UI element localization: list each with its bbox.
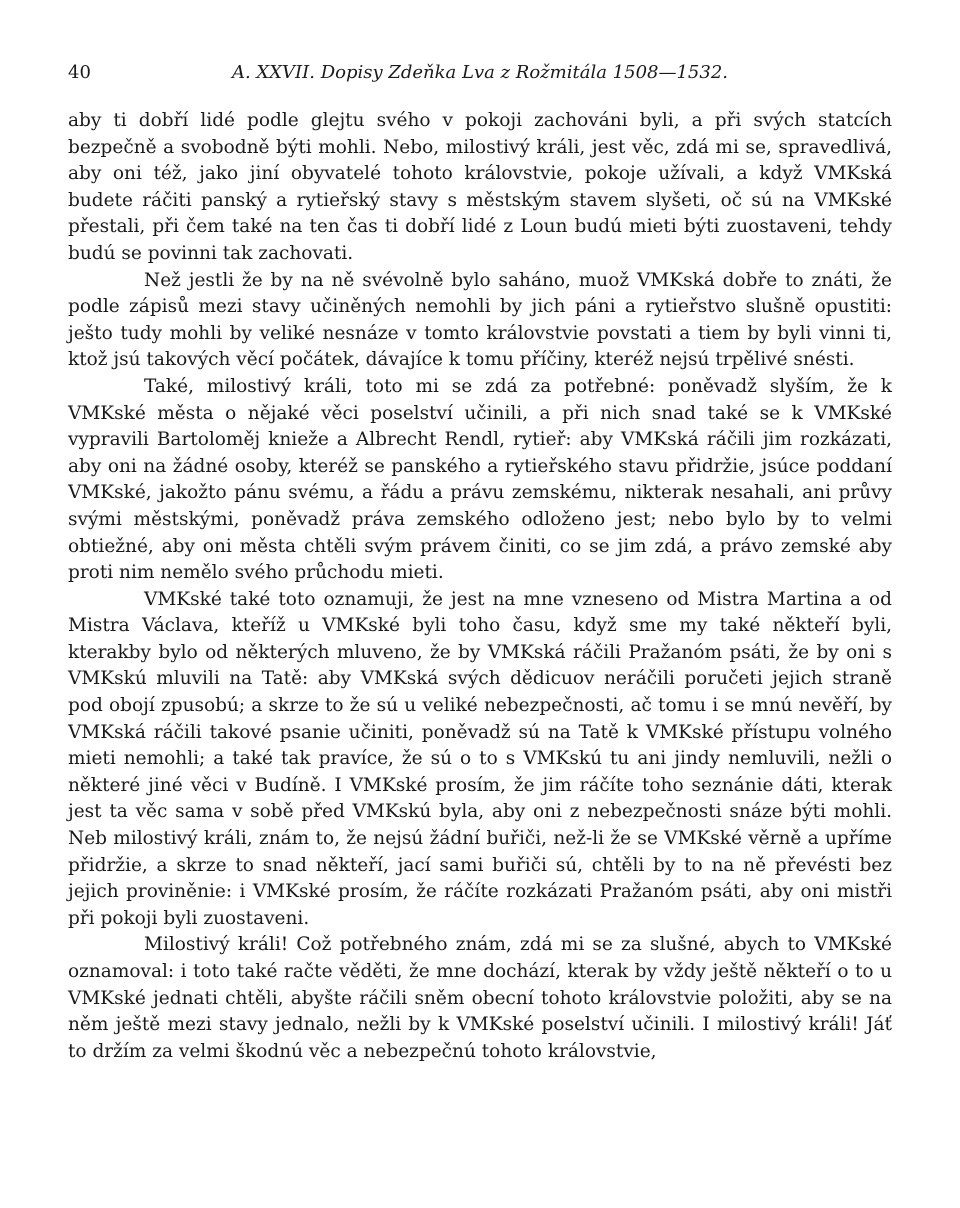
paragraph: VMKské také toto oznamuji, že jest na mne vzneseno od Mistra Martina a od Mistra Václava, kteříž u VMKské byli toho času, když sme my také někteří byli, kterakby bylo od některých mluveno, že by VMKská ráčili Pražanóm psáti, že by oni s VMKskú mluvili na Tatě: aby VMKská svých dědicuov neráčili poručeti jejich straně pod obojí zpusobú; a skrze to že sú u veliké nebezpečnosti, ač tomu i se mnú nevěří, by VMKská ráčili takové psanie učiniti, poněvadž sú na Tatě k VMKské přístupu volného mieti nemohli; a také tak pravíce, že sú o to s VMKskú tu ani jindy nemluvili, nežli o některé jiné věci v Budíně. I VMKské prosím, že jim ráčíte toho seznánie dáti, kterak jest ta věc sama v sobě před VMKskú byla, aby oni z nebezpečnosti snáze býti mohli. Neb milostivý králi, znám to, že nejsú žádní buřiči, než-li že se VMKské věrně a upříme přidržie, a skrze to snad někteří, jací sami buřiči sú, chtěli by to na ně převésti bez jejich proviněnie: i VMKské prosím, že ráčíte rozkázati Pražanóm psáti, aby oni mistři při pokoji byli zuostaveni. xyxy=(68,588,892,929)
paragraph: Než jestli že by na ně svévolně bylo saháno, muož VMKská dobře to znáti, že podle zápisů mezi stavy učiněných nemohli by jich páni a rytieřstvo slušně opustiti: ješto tudy mohli by veliké nesnáze v tomto královstvie povstati a tiem by byli vinni ti, ktož jsú takových věcí počátek, dávajíce k tomu příčiny, kteréž nejsú trpělivé snésti. xyxy=(68,269,892,371)
paragraph: Milostivý králi! Což potřebného znám, zdá mi se za slušné, abych to VMKské oznamoval: i toto také račte věděti, že mne dochází, kterak by vždy ještě někteří o to u VMKské jednati chtěli, abyšte ráčili sněm obecní tohoto královstvie položiti, aby se na něm ještě mezi stavy jednalo, nežli by k VMKské poselství učinili. I milostivý králi! Jáť to držím za velmi škodnú věc a nebezpečnú tohoto královstvie, xyxy=(68,934,892,1062)
running-title: A. XXVII. Dopisy Zdeňka Lva z Rožmitála 1508—1532. xyxy=(231,62,729,83)
page-header xyxy=(68,62,892,88)
page-number: 40 xyxy=(68,62,91,83)
paragraph-continued: aby ti dobří lidé podle glejtu svého v pokoji zachováni byli, a při svých statcích bezpečně a svobodně býti mohli. Nebo, milostivý králi, jest věc, zdá mi se, spravedlivá, aby oni též, jako jiní obyvatelé tohoto královstvie, pokoje užívali, a když VMKská budete ráčiti panský a rytieřský stavy s městským stavem slyšeti, oč sú na VMKské přestali, při čem také na ten čas ti dobří lidé z Loun budú mieti býti zuostaveni, tehdy budú se povinni tak zachovati. xyxy=(68,110,892,264)
paragraph: Také, milostivý králi, toto mi se zdá za potřebné: poněvadž slyším, že k VMKské města o nějaké věci poselství učinili, a při nich snad také se k VMKské vypravili Bartoloměj knieže a Albrecht Rendl, rytieř: aby VMKská ráčili jim rozkázati, aby oni na žádné osoby, kteréž se panského a rytieřského stavu přidržie, jsúce poddaní VMKské, jakožto pánu svému, a řádu a právu zemskému, nikterak nesahali, ani průvy svými městskými, poněvadž práva zemského odloženo jest; nebo bylo by to velmi obtiežné, aby oni města chtěli svým právem činiti, co se jim zdá, a právo zemské aby proti nim nemělo svého průchodu mieti. xyxy=(68,375,892,584)
document-body xyxy=(68,108,892,1065)
